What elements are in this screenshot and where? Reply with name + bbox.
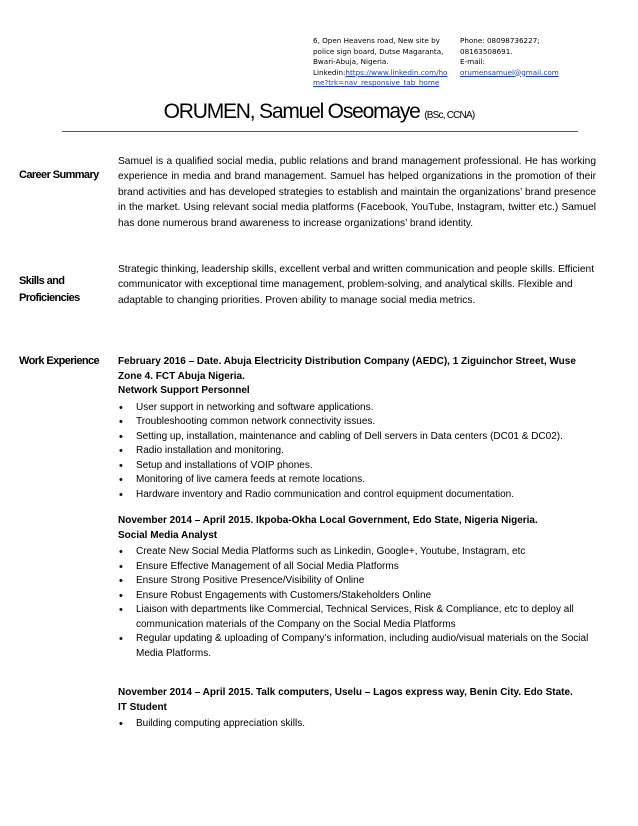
job-heading: February 2016 – Date. Abuja Electricity Distribution Company (AEDC), 1 Ziguinchor Street, Wuse Zone 4. FCT Abuja Nigeria. [118, 356, 576, 382]
skills-label-line: Skills and [19, 275, 65, 287]
linkedin-label: Linkedin: [313, 67, 346, 77]
skills-label-line: Proficiencies [19, 292, 80, 304]
duty-item: • Ensure Strong Positive Presence/Visibility of Online [118, 574, 596, 589]
work-experience-label: Work Experience [19, 355, 100, 367]
career-summary-text: Samuel is a qualified social media, public relations and brand management professional. He has working experience in media and brand management. Samuel has helped organizations in the promotion of their brand activities and has developed strategies to establish and maintain the organizations’ brand presence in the market. Using relevant social media platforms (Facebook, YouTube, Instagram, twitter etc.) Samuel has done numerous brand awareness to increase organizations’ brand identity. [118, 156, 596, 229]
duty-item: • Liaison with departments like Commercial, Technical Services, Risk & Compliance, etc to deploy all communication materials of the Company on the Social Media Platforms [118, 603, 596, 632]
email-link[interactable]: orumensamuel@gmail.com [460, 67, 559, 77]
duty-item: • Radio installation and monitoring. [118, 444, 596, 459]
job-duties [118, 717, 596, 732]
full-name: ORUMEN, Samuel Oseomaye [163, 100, 420, 123]
address-line: Bwari-Abuja, Nigeria. [313, 57, 389, 66]
duty-item: • Hardware inventory and Radio communication and control equipment documentation. [118, 488, 596, 503]
skills-label [19, 273, 80, 307]
address-line: 6, Open Heavens road, New site by [313, 36, 440, 45]
credentials: (BSc, CCNA) [424, 110, 475, 121]
email-label: E-mail: [460, 57, 485, 66]
job-duties [118, 401, 596, 503]
linkedin-link-cont[interactable]: me?trk=nav_responsive_tab_home [313, 78, 440, 87]
job-duties [118, 545, 596, 661]
contact-block [460, 36, 580, 78]
career-summary-label: Career Summary [19, 169, 99, 181]
duty-item: • Monitoring of live camera feeds at remote locations. [118, 473, 596, 488]
job-heading: November 2014 – April 2015. Ikpoba-Okha Local Government, Edo State, Nigeria Nigeria. [118, 515, 538, 526]
duty-item: • User support in networking and software applications. [118, 401, 596, 416]
job-role: Social Media Analyst [118, 529, 218, 541]
duty-item: • Setup and installations of VOIP phones. [118, 459, 596, 474]
address-line: police sign board, Dutse Magaranta, [313, 46, 444, 56]
phone-alt-line: 08163508691. [460, 46, 513, 56]
candidate-name [0, 100, 638, 128]
address-block [313, 36, 453, 89]
linkedin-link[interactable]: https://www.linkedin.com/ho [345, 67, 448, 77]
duty-item: • Regular updating & uploading of Company’s information, including audio/visual materials on the Social Media Platforms. [118, 632, 596, 661]
job-entry [118, 686, 596, 732]
duty-item: • Building computing appreciation skills. [118, 717, 596, 732]
job-entry [118, 355, 596, 502]
skills-text: Strategic thinking, leadership skills, excellent verbal and written communication and people skills. Efficient communicator with exceptional time management, problem-solving, and analytical skills. Flexible and adaptable to changing priorities. Proven ability to manage social media metrics. [118, 264, 595, 306]
duty-item: • Troubleshooting common network connectivity issues. [118, 415, 596, 430]
job-role: IT Student [118, 701, 167, 713]
duty-item: • Setting up, installation, maintenance and cabling of Dell servers in Data centers (DC01 & DC02). [118, 430, 596, 445]
job-entry [118, 514, 596, 661]
duty-item: • Create New Social Media Platforms such as Linkedin, Google+, Youtube, Instagram, etc [118, 545, 596, 560]
job-role: Network Support Personnel [118, 385, 250, 396]
duty-item: • Ensure Effective Management of all Social Media Platforms [118, 560, 596, 575]
job-heading: November 2014 – April 2015. Talk computers, Uselu – Lagos express way, Benin City. Edo State. [118, 687, 573, 698]
header-divider [62, 131, 578, 132]
phone-line: Phone: 08098736227; [460, 36, 540, 45]
duty-item: • Ensure Robust Engagements with Customers/Stakeholders Online [118, 589, 596, 604]
linkedin-line [313, 68, 453, 79]
